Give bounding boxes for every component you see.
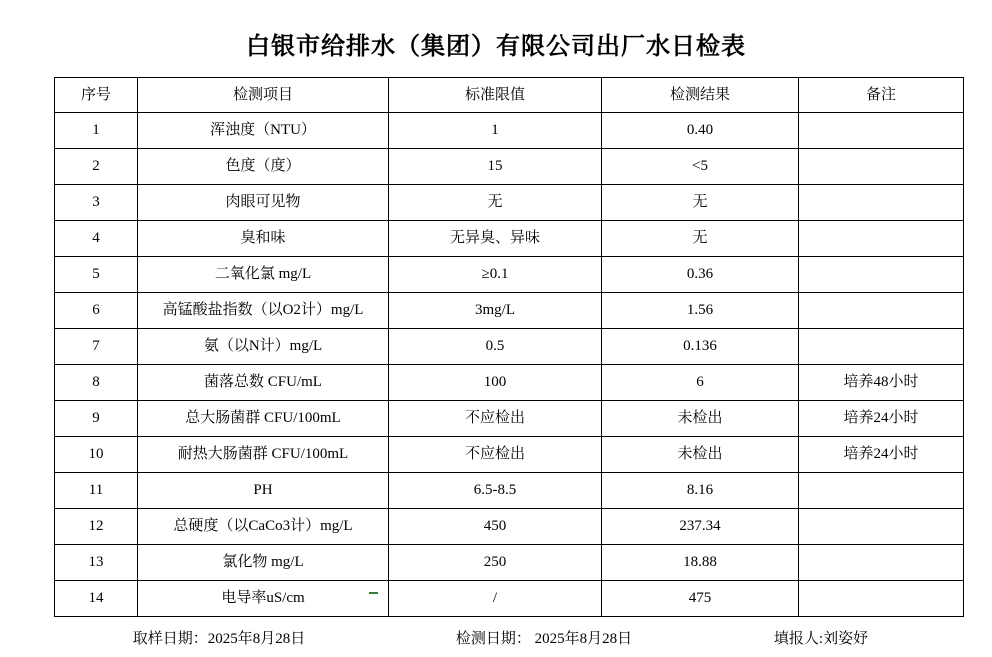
cell-result: 无: [602, 185, 799, 221]
cell-result: 0.136: [602, 329, 799, 365]
table-body: [55, 113, 964, 617]
cell-no: 1: [55, 113, 138, 149]
cell-item: 氨（以N计）mg/L: [138, 329, 389, 365]
cell-item: 氯化物 mg/L: [138, 545, 389, 581]
cell-item: 总硬度（以CaCo3计）mg/L: [138, 509, 389, 545]
table-row: [55, 365, 964, 401]
cell-no: 14: [55, 581, 138, 617]
cell-note: 培养24小时: [799, 401, 964, 437]
header-cell-std: 标准限值: [389, 78, 602, 113]
table-row: [55, 473, 964, 509]
water-quality-table: [54, 77, 964, 617]
table-row: [55, 581, 964, 617]
table-row: [55, 437, 964, 473]
cell-std: 不应检出: [389, 437, 602, 473]
cell-std: ≥0.1: [389, 257, 602, 293]
footer-row: [54, 627, 938, 648]
table-row: [55, 401, 964, 437]
cell-item: 总大肠菌群 CFU/100mL: [138, 401, 389, 437]
cell-std: 450: [389, 509, 602, 545]
cell-no: 9: [55, 401, 138, 437]
cell-result: 无: [602, 221, 799, 257]
cell-no: 13: [55, 545, 138, 581]
cell-note: [799, 113, 964, 149]
cell-item: 菌落总数 CFU/mL: [138, 365, 389, 401]
table-row: [55, 257, 964, 293]
cell-result: 8.16: [602, 473, 799, 509]
table-row: [55, 329, 964, 365]
cell-result: 0.40: [602, 113, 799, 149]
cell-no: 3: [55, 185, 138, 221]
testing-date: 检测日期： 2025年8月28日: [455, 631, 633, 647]
table-row: [55, 509, 964, 545]
page-title: 白银市给排水（集团）有限公司出厂水日检表: [246, 33, 746, 60]
cell-no: 2: [55, 149, 138, 185]
cell-result: 6: [602, 365, 799, 401]
header-cell-note: 备注: [799, 78, 964, 113]
cell-item: 浑浊度（NTU）: [138, 113, 389, 149]
cell-std: 3mg/L: [389, 293, 602, 329]
cell-note: [799, 149, 964, 185]
sampling-date: 取样日期：2025年8月28日: [132, 631, 306, 647]
cell-item: 高锰酸盐指数（以O2计）mg/L: [138, 293, 389, 329]
cell-no: 5: [55, 257, 138, 293]
cell-std: 不应检出: [389, 401, 602, 437]
cell-std: 无: [389, 185, 602, 221]
cell-std: 无异臭、异味: [389, 221, 602, 257]
cell-item: 色度（度）: [138, 149, 389, 185]
cell-result: 0.36: [602, 257, 799, 293]
cell-std: 100: [389, 365, 602, 401]
cell-note: [799, 329, 964, 365]
cell-std: 6.5-8.5: [389, 473, 602, 509]
table-row: [55, 293, 964, 329]
table-row: [55, 149, 964, 185]
cell-item: PH: [138, 473, 389, 509]
cell-note: [799, 545, 964, 581]
cell-note: 培养48小时: [799, 365, 964, 401]
cell-std: 250: [389, 545, 602, 581]
cell-item: 臭和味: [138, 221, 389, 257]
table-row: [55, 185, 964, 221]
cell-result: 未检出: [602, 437, 799, 473]
cell-result: 1.56: [602, 293, 799, 329]
cell-no: 8: [55, 365, 138, 401]
cell-no: 12: [55, 509, 138, 545]
cell-note: [799, 221, 964, 257]
cell-note: [799, 509, 964, 545]
table-row: [55, 545, 964, 581]
cell-note: 培养24小时: [799, 437, 964, 473]
table-row: [55, 113, 964, 149]
cell-std: 1: [389, 113, 602, 149]
cell-note: [799, 293, 964, 329]
cell-result: 237.34: [602, 509, 799, 545]
cell-note: [799, 473, 964, 509]
cell-no: 6: [55, 293, 138, 329]
header-cell-no: 序号: [55, 78, 138, 113]
cell-std: /: [389, 581, 602, 617]
cell-std: 15: [389, 149, 602, 185]
cell-no: 10: [55, 437, 138, 473]
cell-item: 肉眼可见物: [138, 185, 389, 221]
green-tick-mark: [369, 592, 378, 594]
cell-result: <5: [602, 149, 799, 185]
cell-no: 4: [55, 221, 138, 257]
cell-no: 11: [55, 473, 138, 509]
cell-result: 18.88: [602, 545, 799, 581]
cell-result: 475: [602, 581, 799, 617]
report-table-wrapper: [54, 77, 938, 617]
header-cell-item: 检测项目: [138, 78, 389, 113]
table-row: [55, 221, 964, 257]
table-header-row: [55, 78, 964, 113]
cell-item: 耐热大肠菌群 CFU/100mL: [138, 437, 389, 473]
header-cell-result: 检测结果: [602, 78, 799, 113]
cell-note: [799, 257, 964, 293]
cell-item: 电导率uS/cm: [138, 581, 389, 617]
table-header: [55, 78, 964, 113]
filler-name: 填报人:刘姿妤: [773, 631, 869, 647]
cell-note: [799, 185, 964, 221]
cell-item: 二氧化氯 mg/L: [138, 257, 389, 293]
cell-no: 7: [55, 329, 138, 365]
cell-std: 0.5: [389, 329, 602, 365]
cell-note: [799, 581, 964, 617]
cell-result: 未检出: [602, 401, 799, 437]
